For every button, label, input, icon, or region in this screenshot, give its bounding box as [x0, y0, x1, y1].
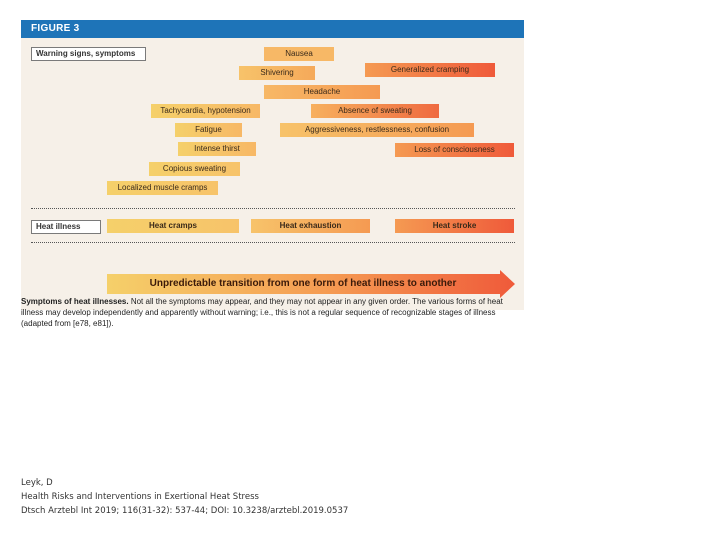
figure-header	[21, 20, 524, 38]
citation-author: Leyk, D	[21, 478, 53, 488]
symptom-generalized-cramping: Generalized cramping	[365, 63, 495, 77]
symptom-absence-sweating: Absence of sweating	[311, 104, 439, 118]
symptom-tachycardia: Tachycardia, hypotension	[151, 104, 260, 118]
divider-top	[31, 208, 515, 209]
citation-title: Health Risks and Interventions in Exertional Heat Stress	[21, 492, 259, 502]
figure-title: FIGURE 3	[31, 23, 80, 34]
warning-signs-label: Warning signs, symptoms	[31, 47, 146, 61]
symptom-intense-thirst: Intense thirst	[178, 142, 256, 156]
symptom-nausea: Nausea	[264, 47, 334, 61]
symptom-fatigue: Fatigue	[175, 123, 242, 137]
symptom-headache: Headache	[264, 85, 380, 99]
figure	[21, 20, 524, 338]
figure-caption	[21, 296, 524, 329]
caption-text: Not all the symptoms may appear, and they may not appear in any given order. The various forms of heat illness may develop independently and apparently without warning; i.e., this is not a regular sequence of recognizable stages of illness (adapted from [e78, e81]).	[21, 297, 503, 328]
symptom-aggressiveness: Aggressiveness, restlessness, confusion	[280, 123, 474, 137]
symptom-loss-consciousness: Loss of consciousness	[395, 143, 514, 157]
divider-bottom	[31, 242, 515, 243]
diagram-panel	[21, 38, 524, 310]
citation-journal: Dtsch Arztebl Int 2019; 116(31-32): 537-44; DOI: 10.3238/arztebl.2019.0537	[21, 506, 349, 516]
citation	[21, 476, 348, 518]
arrow-label: Unpredictable transition from one form of heat illness to another	[149, 278, 457, 289]
stage-heat-cramps: Heat cramps	[107, 219, 239, 233]
stage-heat-exhaustion: Heat exhaustion	[251, 219, 370, 233]
stage-heat-stroke: Heat stroke	[395, 219, 514, 233]
caption-title: Symptoms of heat illnesses.	[21, 297, 129, 306]
symptom-shivering: Shivering	[239, 66, 315, 80]
symptom-copious-sweating: Copious sweating	[149, 162, 240, 176]
heat-illness-label: Heat illness	[31, 220, 101, 234]
symptom-muscle-cramps: Localized muscle cramps	[107, 181, 218, 195]
